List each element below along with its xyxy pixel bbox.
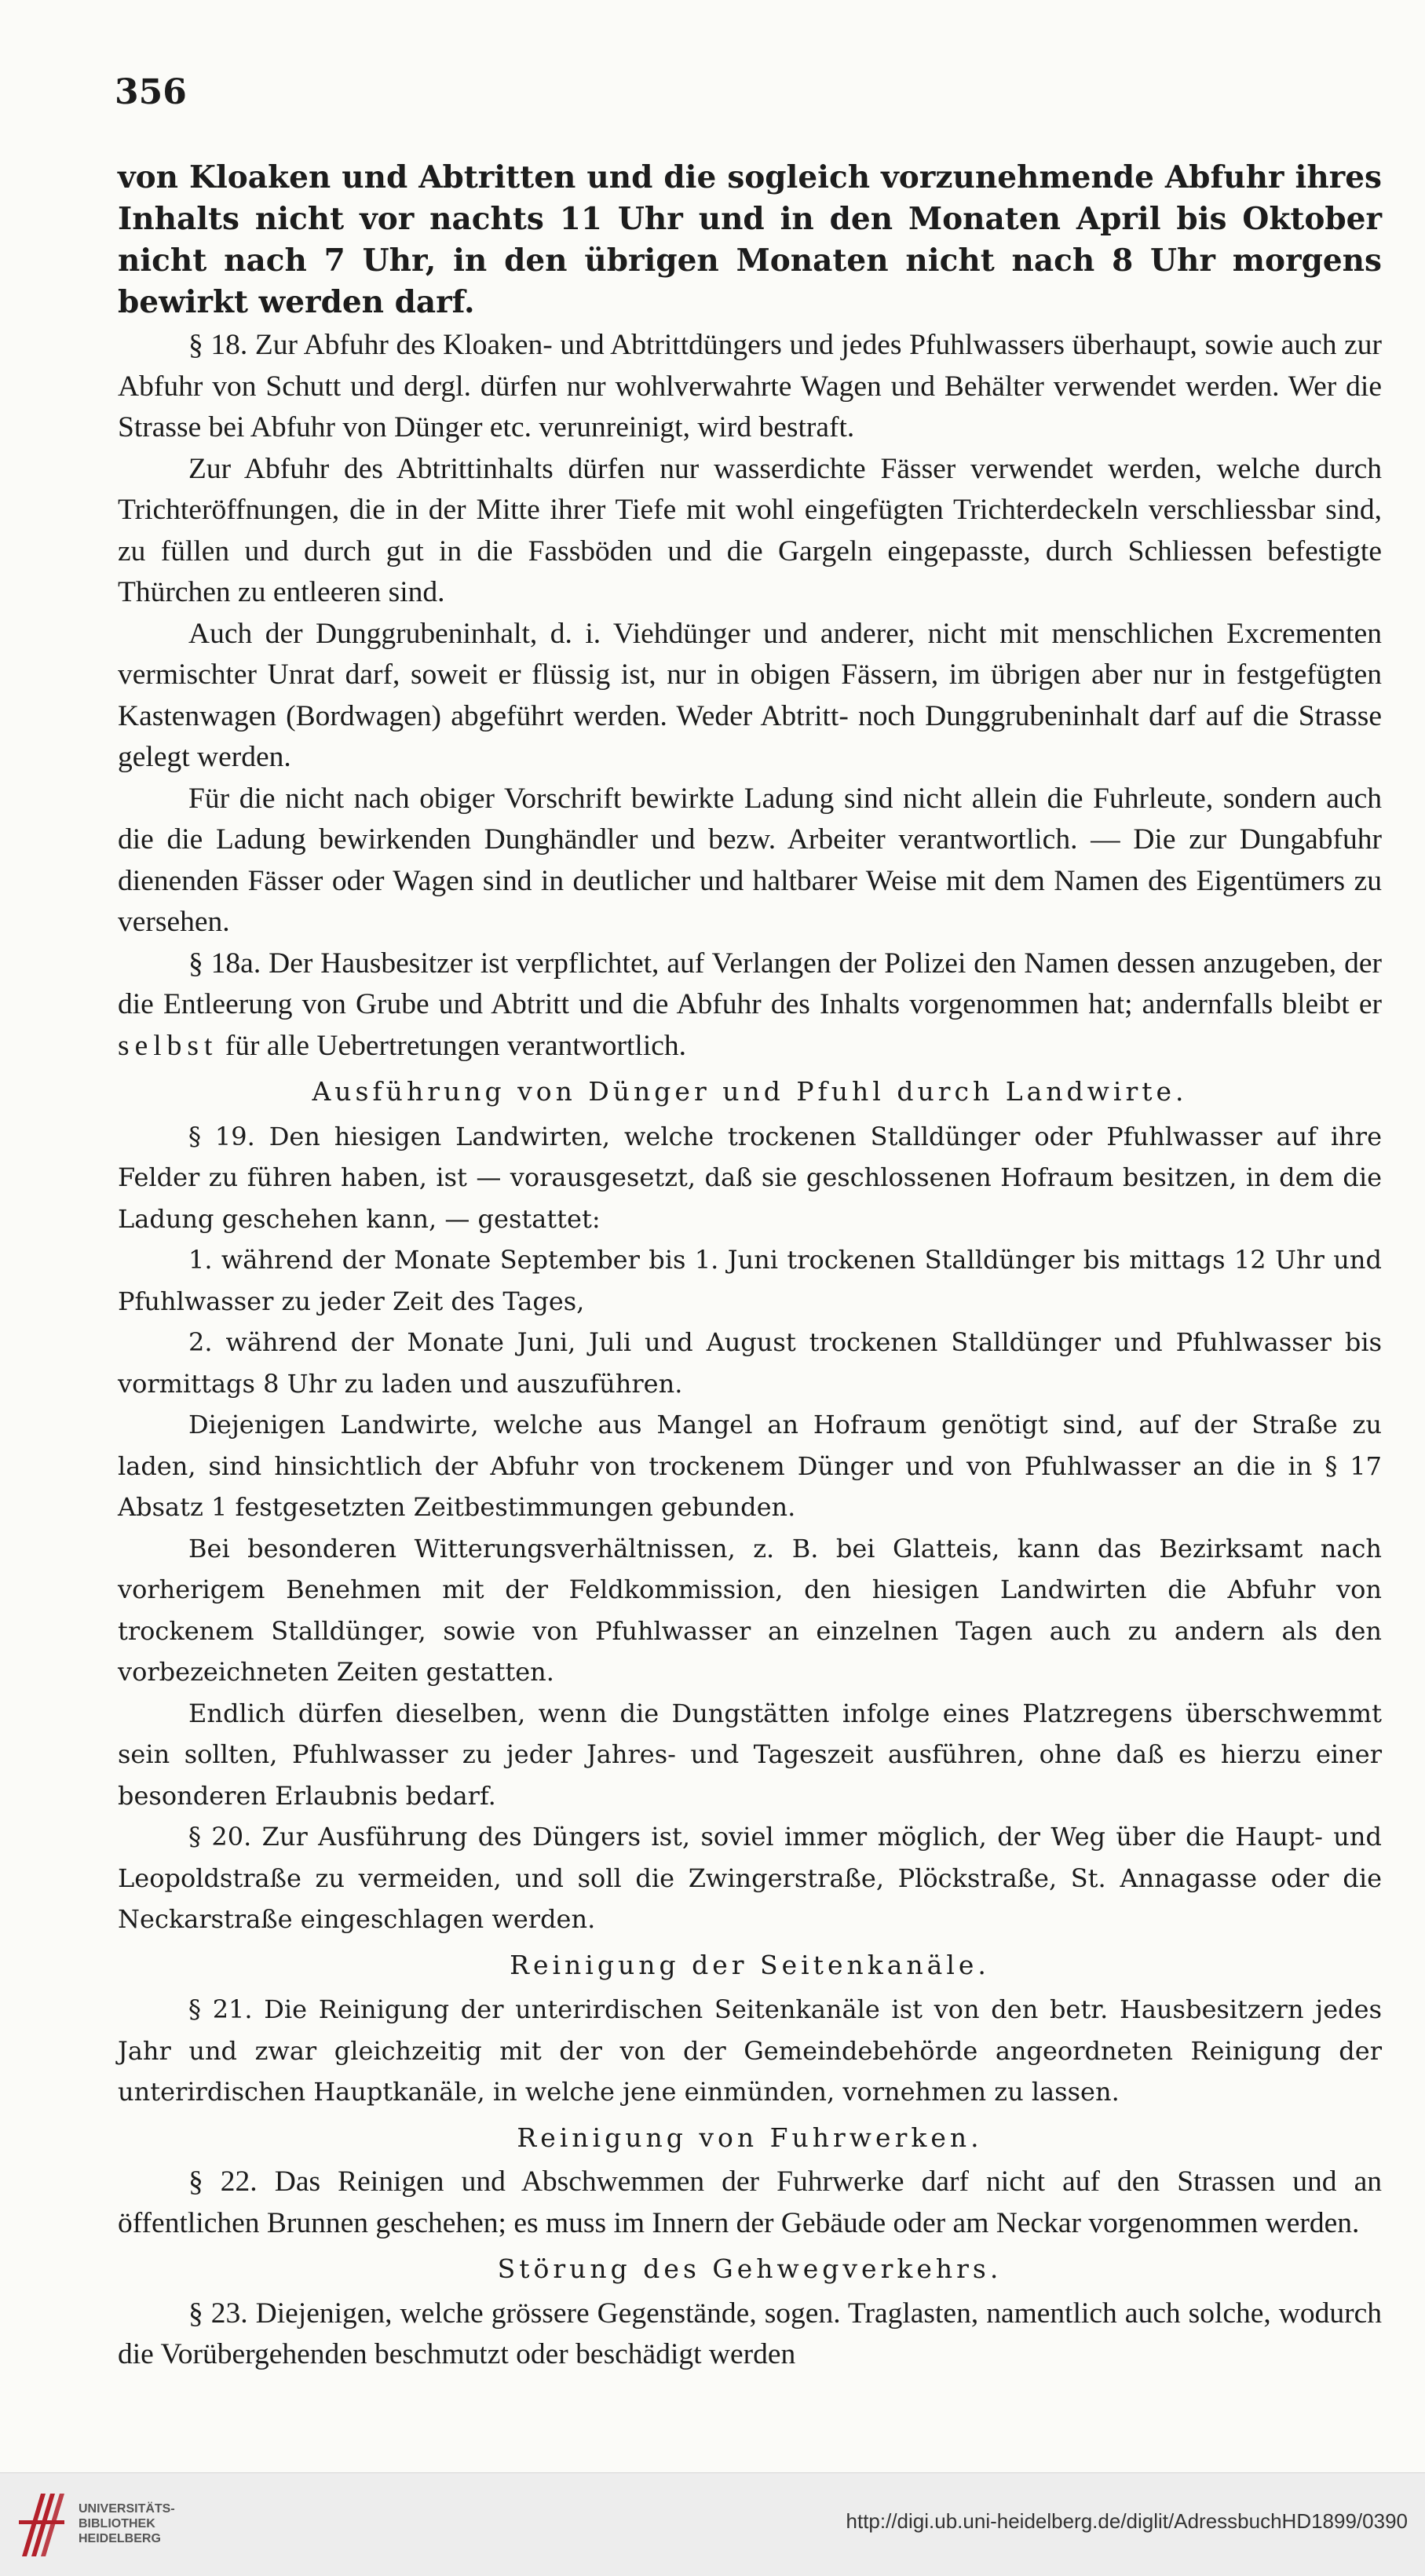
paragraph-20: § 20. Zur Ausführung des Düngers ist, soviel immer möglich, der Weg über die Haupt- und Leopoldstraße zu vermeiden, und soll die Zwingerstraße, Plöckstraße, St. Annagasse oder die Neckarstraße eingeschlagen werden. <box>118 1822 1382 1934</box>
paragraph-19: § 19. Den hiesigen Landwirten, welche trockenen Stalldünger oder Pfuhlwasser auf ihre Felder zu führen haben, ist — vorausgesetzt, daß sie geschlossenen Hofraum besitzen, in dem die Ladung geschehen kann, — gestattet: <box>118 1121 1382 1234</box>
paragraph-18a-start: § 18a. Der Hausbesitzer ist verpflichtet, auf Verlangen der Polizei den Namen dessen anzugeben, der die Entleerung von Grube und Abtritt und die Abfuhr des Inhalts vorgenommen hat; andernfalls bleibt er <box>118 947 1382 1020</box>
paragraph-verantwortlich: Für die nicht nach obiger Vorschrift bewirkte Ladung sind nicht allein die Fuhrleute, sondern auch die die Ladung bewirkenden Dunghändler und bezw. Arbeiter verantwortlich. — Die zur Dungabfuhr dienenden Fässer oder Wagen sind in deutlicher und haltbarer Weise mit dem Namen des Eigentümers zu versehen. <box>118 782 1382 938</box>
university-library-logo-icon <box>17 2489 66 2561</box>
section-heading-fuhrwerke: Reinigung von Fuhrwerken. <box>517 2122 983 2153</box>
library-name-line-1: UNIVERSITÄTS- <box>79 2502 175 2516</box>
library-name-line-3: HEIDELBERG <box>79 2532 161 2545</box>
paragraph-witterung: Bei besonderen Witterungsverhältnissen, z. B. bei Glatteis, kann das Bezirksamt nach vorherigem Benehmen mit der Feldkommission, den hiesigen Landwirten die Abfuhr von trockenem Stalldünger, sowie von Pfuhlwasser an einzelnen Tagen auch zu andern als den vorbezeichneten Zeiten gestatten. <box>118 1533 1382 1687</box>
paragraph-dunggrube: Auch der Dunggrubeninhalt, d. i. Viehdünger und anderer, nicht mit menschlichen Excrementen vermischter Unrat darf, soweit er flüssig ist, nur in obigen Fässern, im übrigen aber nur in festgefügten Kastenwagen (Bordwagen) abgeführt werden. Weder Abtritt- noch Dunggrubeninhalt darf auf die Strasse gelegt werden. <box>118 617 1382 773</box>
section-heading-gehweg: Störung des Gehwegverkehrs. <box>497 2253 1003 2284</box>
list-item-2: 2. während der Monate Juni, Juli und August trockenen Stalldünger und Pfuhlwasser bis vormittags 8 Uhr zu laden und auszuführen. <box>118 1327 1382 1399</box>
paragraph-18: § 18. Zur Abfuhr des Kloaken- und Abtrittdüngers und jedes Pfuhlwassers überhaupt, sowie auch zur Abfuhr von Schutt und dergl. dürfen nur wohlverwahrte Wagen und Behälter verwendet werden. Wer die Strasse bei Abfuhr von Dünger etc. verunreinigt, wird bestraft. <box>118 329 1382 443</box>
viewer-footer <box>0 2472 1425 2576</box>
paragraph-18a-end: für alle Uebertretungen verantwortlich. <box>217 1029 687 1062</box>
paragraph-21: § 21. Die Reinigung der unterirdischen Seitenkanäle ist von den betr. Hausbesitzern jedes Jahr und zwar gleichzeitig mit der von der Gemeindebehörde angeordneten Reinigung der unterirdischen Hauptkanäle, in welche jene einmünden, vornehmen zu lassen. <box>118 1994 1382 2107</box>
paragraph-hofraum: Diejenigen Landwirte, welche aus Mangel an Hofraum genötigt sind, auf der Straße zu laden, sind hinsichtlich der Abfuhr von trockenem Dünger und von Pfuhlwasser an die in § 17 Absatz 1 festgesetzten Zeitbestimmungen gebunden. <box>118 1410 1382 1522</box>
paragraph-abtritt-faesser: Zur Abfuhr des Abtrittinhalts dürfen nur wasserdichte Fässer verwendet werden, welche durch Trichteröffnungen, die in der Mitte ihrer Tiefe mit wohl eingefügten Trichterdeckeln verschliessbar sind, zu füllen und durch gut in die Fassböden und die Gargeln eingepasste, durch Schliessen befestigte Thürchen zu entleeren sind. <box>118 452 1382 608</box>
text-column <box>118 157 1382 2376</box>
list-item-1: 1. während der Monate September bis 1. Juni trockenen Stalldünger bis mittags 12 Uhr und Pfuhlwasser zu jeder Zeit des Tages, <box>118 1245 1382 1316</box>
section-heading-seitenkanaele: Reinigung der Seitenkanäle. <box>510 1949 990 1980</box>
page-number: 356 <box>115 72 187 112</box>
paragraph-18a-emphasis: selbst <box>118 1029 218 1062</box>
paragraph-18a <box>118 943 1382 1067</box>
section-heading-landwirte: Ausführung von Dünger und Pfuhl durch Landwirte. <box>312 1076 1188 1107</box>
library-name-line-2: BIBLIOTHEK <box>79 2517 155 2530</box>
paragraph-platzregen: Endlich dürfen dieselben, wenn die Dungstätten infolge eines Platzregens überschwemmt sein sollten, Pfuhlwasser zu jeder Jahres- und Tageszeit ausführen, ohne daß es hierzu einer besonderen Erlaubnis bedarf. <box>118 1698 1382 1811</box>
paragraph-23: § 23. Diejenigen, welche grössere Gegenstände, sogen. Traglasten, namentlich auch solche, wodurch die Vorübergehenden beschmutzt oder beschädigt werden <box>118 2297 1382 2370</box>
library-name <box>79 2501 175 2546</box>
paragraph-22: § 22. Das Reinigen und Abschwemmen der Fuhrwerke darf nicht auf den Strassen und an öffentlichen Brunnen geschehen; es muss im Innern der Gebäude oder am Neckar vorgenommen werden. <box>118 2166 1382 2239</box>
permalink-url[interactable]: http://digi.ub.uni-heidelberg.de/diglit/AdressbuchHD1899/0390 <box>846 2509 1408 2533</box>
intro-bold-text: von Kloaken und Abtritten und die sogleich vorzunehmende Abfuhr ihres Inhalts nicht vor nachts 11 Uhr und in den Monaten April bis Oktober nicht nach 7 Uhr, in den übrigen Monaten nicht nach 8 Uhr morgens bewirkt werden darf. <box>118 159 1382 320</box>
